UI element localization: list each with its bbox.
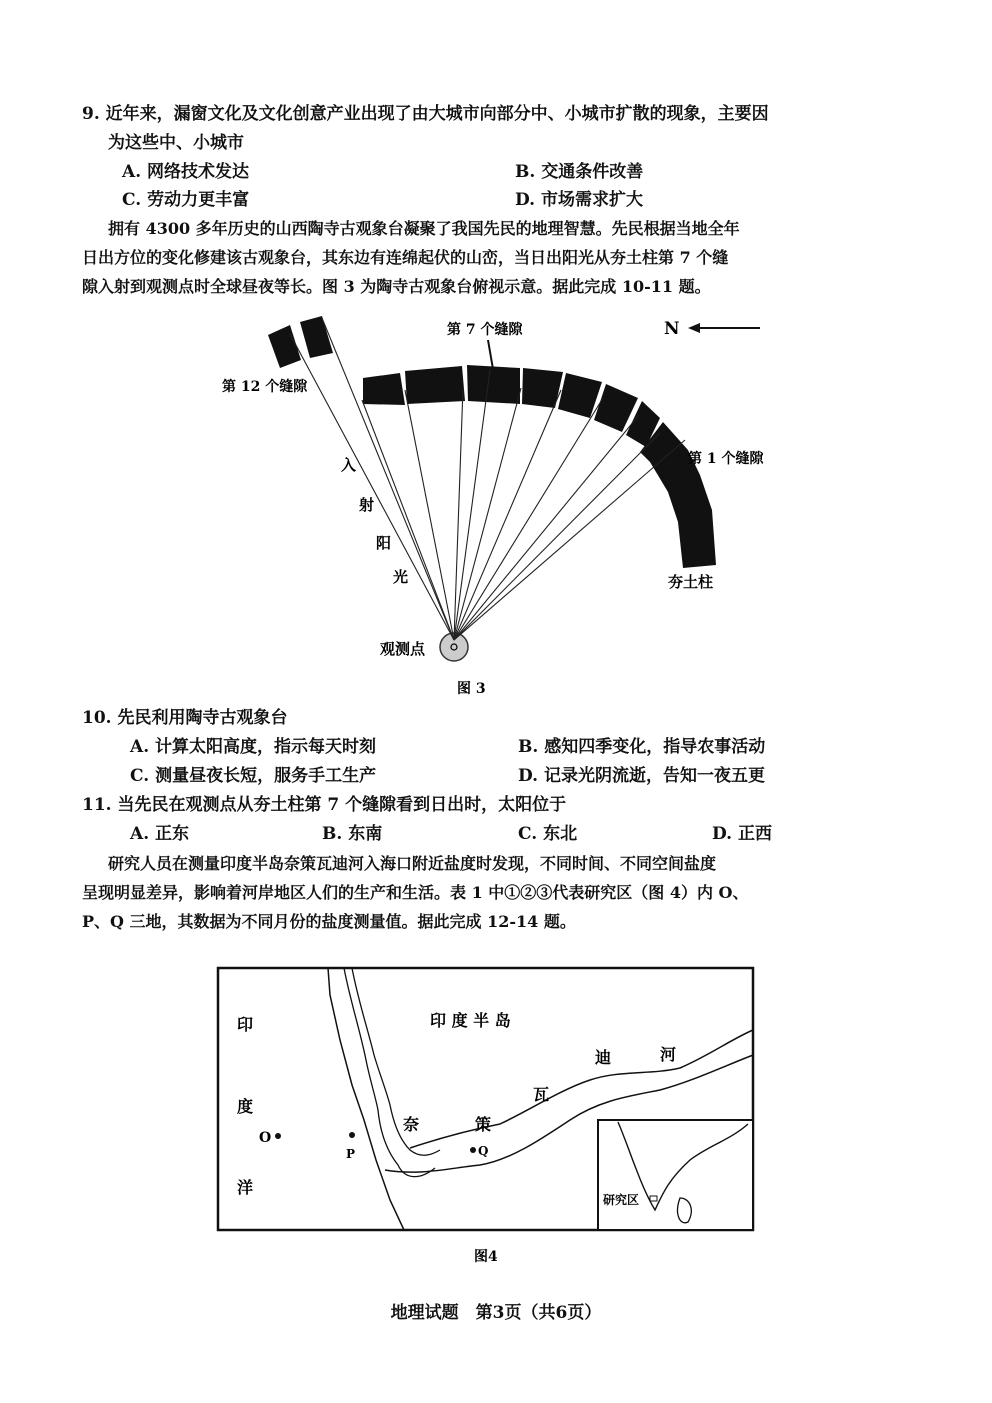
intro-10-11-line3: 隙入射到观测点时全球昼夜等长。图 3 为陶寺古观象台俯视示意。据此完成 10-11 题。 bbox=[82, 277, 711, 296]
q11-option-a: A. 正东 bbox=[130, 824, 190, 844]
river-char-1: 奈 bbox=[403, 1115, 420, 1134]
intro-12-14-line2: 呈现明显差异，影响着河岸地区人们的生产和生活。表 1 中①②③代表研究区（图 4）内 O、 bbox=[82, 883, 749, 902]
peninsula-label: 印 度 半 岛 bbox=[430, 1011, 511, 1030]
q9-stem-line2: 为这些中、小城市 bbox=[108, 133, 244, 153]
point-o-label: O bbox=[259, 1130, 272, 1146]
river-char-4: 迪 bbox=[595, 1048, 612, 1067]
observation-point-label: 观测点 bbox=[380, 640, 426, 658]
sunlight-char-4: 光 bbox=[393, 568, 409, 586]
gap1-label: 第 1 个缝隙 bbox=[688, 451, 764, 467]
q10-option-c: C. 测量昼夜长短，服务手工生产 bbox=[130, 766, 377, 786]
point-p-label: P bbox=[346, 1147, 356, 1161]
ocean-char-3: 洋 bbox=[237, 1178, 254, 1197]
q11-option-d: D. 正西 bbox=[712, 824, 772, 844]
ocean-char-1: 印 bbox=[237, 1015, 254, 1034]
q10-option-a: A. 计算太阳高度，指示每天时刻 bbox=[130, 737, 377, 757]
sunlight-char-2: 射 bbox=[359, 496, 375, 514]
point-q-label: Q bbox=[478, 1144, 489, 1158]
q11-option-b: B. 东南 bbox=[322, 824, 383, 844]
ocean-char-2: 度 bbox=[237, 1097, 254, 1116]
sunlight-char-1: 入 bbox=[341, 456, 357, 474]
q10-stem: 10. 先民利用陶寺古观象台 bbox=[82, 708, 288, 728]
gap7-label: 第 7 个缝隙 bbox=[447, 322, 523, 338]
q9-stem-line1: 9. 近年来，漏窗文化及文化创意产业出现了由大城市向部分中、小城市扩散的现象，主要因 bbox=[82, 104, 769, 124]
page-footer: 地理试题 第3页（共6页） bbox=[390, 1303, 602, 1323]
river-char-5: 河 bbox=[660, 1045, 677, 1064]
figure-3-caption: 图 3 bbox=[457, 681, 486, 697]
intro-10-11-line1: 拥有 4300 多年历史的山西陶寺古观象台凝聚了我国先民的地理智慧。先民根据当地全年 bbox=[108, 219, 740, 238]
river-char-3: 瓦 bbox=[533, 1085, 550, 1104]
rammed-earth-pillars bbox=[268, 316, 716, 568]
q11-stem: 11. 当先民在观测点从夯土柱第 7 个缝隙看到日出时，太阳位于 bbox=[82, 795, 567, 815]
intro-12-14-line1: 研究人员在测量印度半岛奈策瓦迪河入海口附近盐度时发现，不同时间、不同空间盐度 bbox=[108, 854, 717, 873]
north-label: N bbox=[664, 319, 680, 339]
sunlight-char-3: 阳 bbox=[376, 534, 392, 552]
figure-4-map bbox=[0, 950, 992, 1280]
point-q-marker bbox=[470, 1147, 476, 1153]
coastline bbox=[328, 968, 404, 1230]
pillar-label: 夯土柱 bbox=[668, 573, 714, 591]
point-o-marker bbox=[275, 1133, 281, 1139]
study-area-label: 研究区 bbox=[603, 1193, 640, 1207]
gap12-label: 第 12 个缝隙 bbox=[222, 379, 308, 395]
q9-option-d: D. 市场需求扩大 bbox=[515, 190, 643, 210]
point-p-marker bbox=[349, 1132, 355, 1138]
q10-option-d: D. 记录光阴流逝，告知一夜五更 bbox=[518, 766, 765, 786]
q9-option-a: A. 网络技术发达 bbox=[122, 162, 250, 182]
figure-4-caption: 图4 bbox=[474, 1249, 498, 1265]
intro-12-14-line3: P、Q 三地，其数据为不同月份的盐度测量值。据此完成 12-14 题。 bbox=[82, 912, 576, 931]
river-char-2: 策 bbox=[475, 1115, 492, 1134]
q9-option-c: C. 劳动力更丰富 bbox=[122, 190, 250, 210]
q9-option-b: B. 交通条件改善 bbox=[515, 162, 644, 182]
q10-option-b: B. 感知四季变化，指导农事活动 bbox=[518, 737, 766, 757]
intro-10-11-line2: 日出方位的变化修建该古观象台，其东边有连绵起伏的山峦，当日出阳光从夯土柱第 7 个缝 bbox=[82, 248, 729, 267]
q11-option-c: C. 东北 bbox=[518, 824, 578, 844]
